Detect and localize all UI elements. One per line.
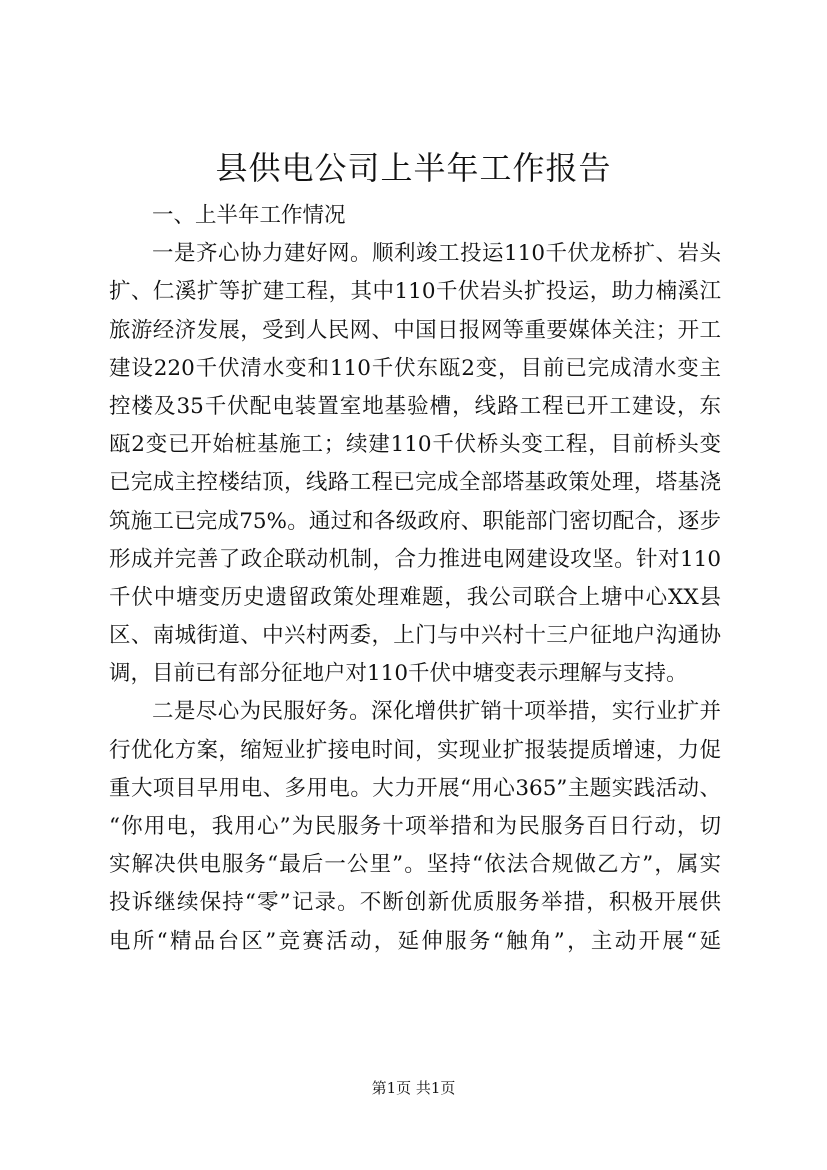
document-body	[109, 197, 721, 961]
paragraph-line: 实解决供电服务“最后一公里”。坚持“依法合规做乙方”，属实	[109, 852, 721, 878]
document-title: 县供电公司上半年工作报告	[215, 149, 612, 187]
paragraph-line: “你用电，我用心”为民服务十项举措和为民服务百日行动，切	[109, 814, 721, 839]
paragraph-line: 二是尽心为民服好务。深化增供扩销十项举措，实行业扩并	[152, 699, 721, 725]
paragraph-line: 扩、仁溪扩等扩建工程，其中110千伏岩头扩投运，助力楠溪江	[109, 279, 721, 305]
paragraph-line: 行优化方案，缩短业扩接电时间，实现业扩报装提质增速，力促	[109, 737, 721, 763]
paragraph-line: 筑施工已完成75%。通过和各级政府、职能部门密切配合，逐步	[109, 508, 721, 534]
section-heading: 一、上半年工作情况	[152, 203, 346, 228]
paragraph-line: 旅游经济发展，受到人民网、中国日报网等重要媒体关注；开工	[109, 317, 721, 343]
paragraph-line: 区、南城街道、中兴村两委，上门与中兴村十三户征地户沟通协	[109, 623, 721, 649]
paragraph-1	[109, 235, 721, 693]
paragraph-line: 千伏中塘变历史遗留政策处理难题，我公司联合上塘中心XX县	[109, 584, 721, 610]
paragraph-line: 重大项目早用电、多用电。大力开展“用心365”主题实践活动、	[109, 775, 721, 801]
paragraph-line: 控楼及35千伏配电装置室地基验槽，线路工程已开工建设，东	[109, 393, 721, 419]
paragraph-line: 建设220千伏清水变和110千伏东瓯2变，目前已完成清水变主	[109, 355, 721, 381]
paragraph-line: 电所“精品台区”竞赛活动，延伸服务“触角”，主动开展“延	[109, 928, 721, 954]
paragraph-line: 已完成主控楼结顶，线路工程已完成全部塔基政策处理，塔基浇	[109, 470, 721, 496]
paragraph-line: 一是齐心协力建好网。顺利竣工投运110千伏龙桥扩、岩头	[152, 241, 721, 267]
page-number-footer: 第1页 共1页	[371, 1079, 456, 1097]
paragraph-2	[109, 693, 721, 960]
paragraph-line: 调，目前已有部分征地户对110千伏中塘变表示理解与支持。	[109, 661, 688, 687]
paragraph-line: 投诉继续保持“零”记录。不断创新优质服务举措，积极开展供	[109, 890, 721, 916]
paragraph-line: 瓯2变已开始桩基施工；续建110千伏桥头变工程，目前桥头变	[109, 432, 721, 458]
paragraph-line: 形成并完善了政企联动机制，合力推进电网建设攻坚。针对110	[109, 546, 721, 572]
